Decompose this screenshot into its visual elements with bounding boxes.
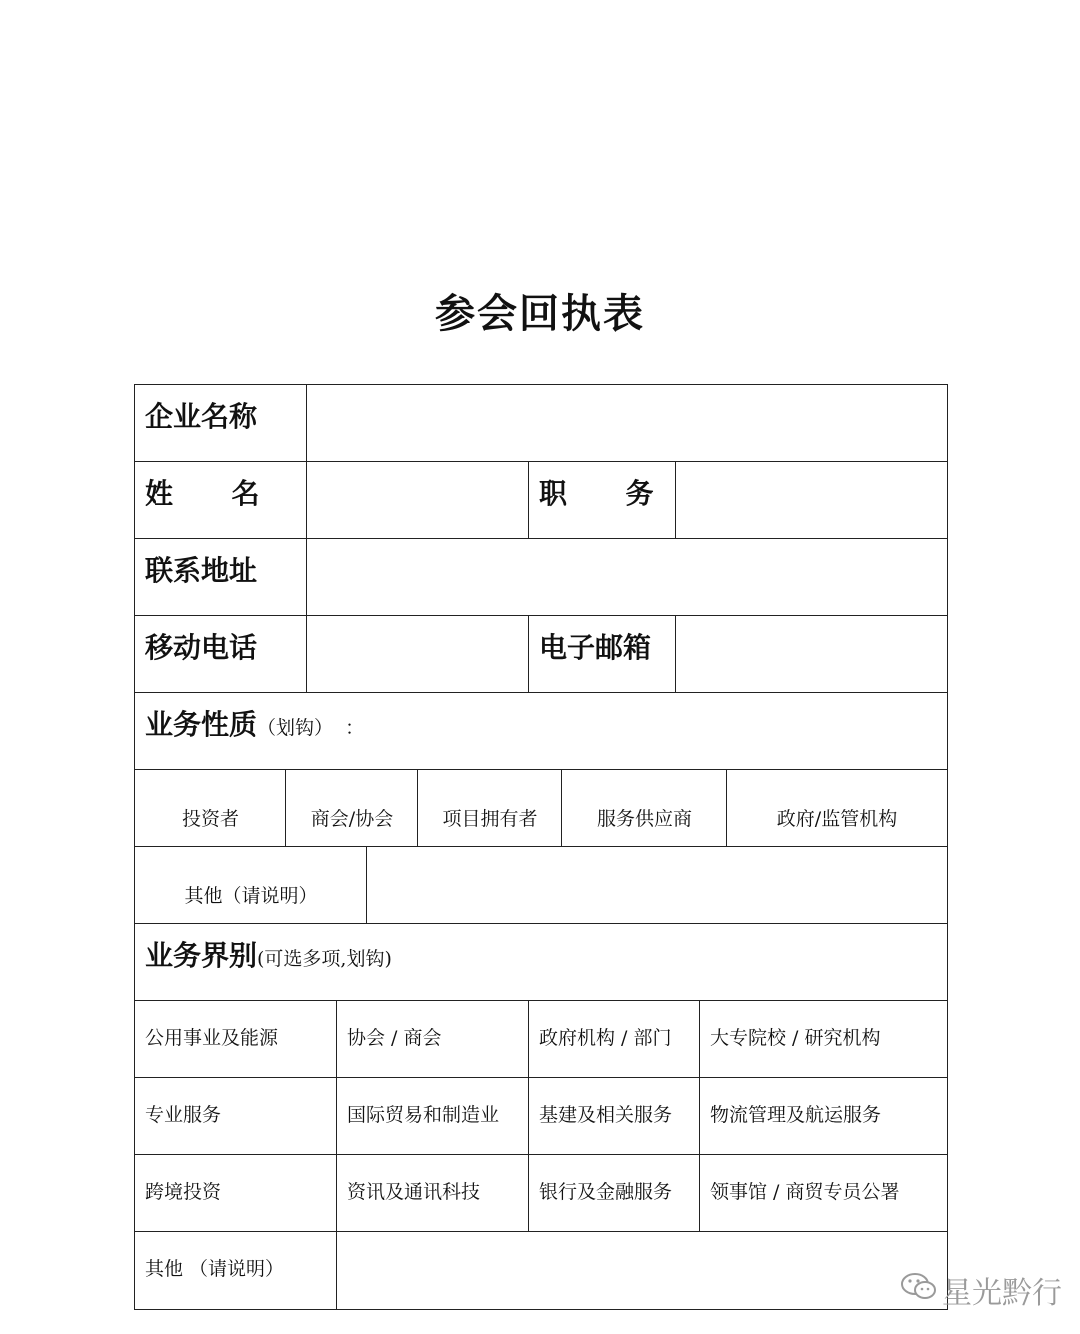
sector-option[interactable] [699,1000,948,1079]
sector-other-input[interactable] [336,1231,948,1310]
mobile-label: 移动电话 [145,631,258,664]
business-sector-note: (可选多项,划钩) [257,948,392,970]
sector-option[interactable] [134,1154,338,1233]
nature-option-service-provider[interactable] [561,769,728,848]
sector-option[interactable] [336,1154,530,1233]
sector-option-label: 基建及相关服务 [539,1104,673,1126]
company-label: 企业名称 [145,400,258,433]
email-label-cell [528,615,677,694]
sector-option[interactable] [528,1000,701,1079]
nature-option-government[interactable] [726,769,948,848]
position-label: 职 务 [539,477,654,510]
nature-option-label: 商会/协会 [310,808,394,830]
name-label: 姓 名 [145,477,260,510]
business-sector-label: 业务界别 [145,939,258,972]
sector-option[interactable] [528,1154,701,1233]
sector-option-label: 资讯及通讯科技 [347,1181,481,1203]
nature-option-label: 投资者 [181,808,239,830]
mobile-input[interactable] [306,615,530,694]
nature-option-label: 政府/监管机构 [776,808,898,830]
wechat-icon [900,1271,938,1309]
nature-option-chamber[interactable] [285,769,419,848]
sector-option[interactable] [336,1077,530,1156]
position-label-cell [528,461,677,540]
sector-option-label: 银行及金融服务 [539,1181,673,1203]
company-input[interactable] [306,384,948,463]
nature-other-label-cell [134,846,368,925]
nature-option-project-owner[interactable] [417,769,563,848]
business-nature-label: 业务性质 [145,708,258,741]
business-sector-heading [134,923,948,1002]
sector-option[interactable] [699,1077,948,1156]
address-input[interactable] [306,538,948,617]
sector-option-label: 大专院校 / 研究机构 [710,1027,881,1049]
name-label-cell [134,461,308,540]
sector-option-label: 国际贸易和制造业 [347,1104,500,1126]
company-label-cell [134,384,308,463]
sector-option[interactable] [134,1000,338,1079]
name-input[interactable] [306,461,530,540]
mobile-label-cell [134,615,308,694]
form-title: 参会回执表 [435,290,645,337]
sector-other-label: 其他 （请说明） [145,1258,285,1280]
sector-option-label: 协会 / 商会 [347,1027,442,1049]
sector-other-label-cell [134,1231,338,1310]
sector-option-label: 跨境投资 [145,1181,222,1203]
email-label: 电子邮箱 [539,631,652,664]
sector-option[interactable] [336,1000,530,1079]
address-label: 联系地址 [145,554,258,587]
sector-option[interactable] [134,1077,338,1156]
sector-option[interactable] [699,1154,948,1233]
position-input[interactable] [675,461,948,540]
nature-option-label: 服务供应商 [596,808,692,830]
sector-option[interactable] [528,1077,701,1156]
sector-option-label: 物流管理及航运服务 [710,1104,882,1126]
nature-other-input[interactable] [366,846,948,925]
business-nature-heading [134,692,948,771]
business-nature-note: （划钩） ： [257,717,365,739]
watermark [900,1268,1062,1312]
watermark-text: 星光黔行 [942,1276,1062,1311]
nature-option-label: 项目拥有者 [442,808,538,830]
sector-option-label: 公用事业及能源 [145,1027,279,1049]
nature-option-investor[interactable] [134,769,287,848]
email-input[interactable] [675,615,948,694]
sector-option-label: 政府机构 / 部门 [539,1027,672,1049]
sector-option-label: 领事馆 / 商贸专员公署 [710,1181,900,1203]
sector-option-label: 专业服务 [145,1104,222,1126]
nature-other-label: 其他（请说明） [184,885,318,907]
address-label-cell [134,538,308,617]
